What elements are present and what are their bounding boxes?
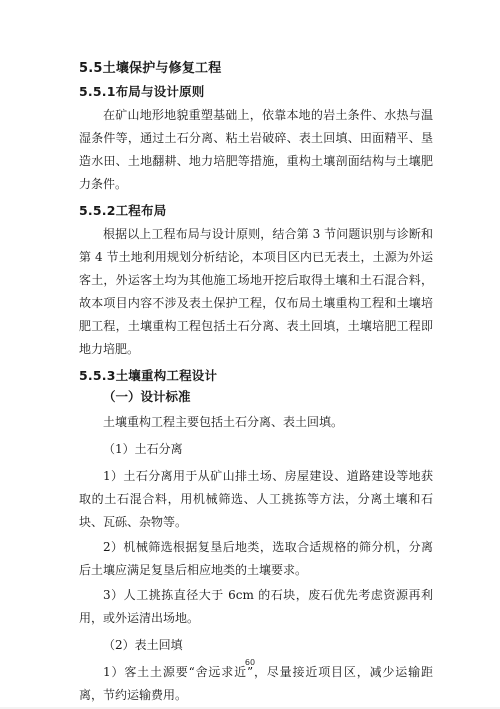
design-standard-heading: （一）设计标准 — [103, 389, 191, 404]
page-content — [79, 60, 433, 709]
section-heading: 5.5土壤保护与修复工程 — [79, 61, 222, 76]
list-item: 3）人工挑拣直径大于 6cm 的石块，废石优先考虑资源再利用，或外运清出场地。 — [79, 588, 433, 625]
subsection-heading-soil-reconstruction: 5.5.3土壤重构工程设计 — [79, 368, 218, 383]
list-item: 1）土石分离用于从矿山排土场、房屋建设、道路建设等地获取的土石混合料，用机械筛选、人工挑拣等方法，分离土壤和石块、瓦砾、杂物等。 — [79, 469, 433, 529]
paragraph-layout-principles: 在矿山地形地貌重塑基础上，依靠本地的岩土条件、水热与温湿条件等，通过土石分离、粘土岩破碎、表土回填、田面精平、垦造水田、土地翻耕、地力培肥等措施，重构土壤剖面结构与土壤肥力条件。 — [79, 108, 433, 191]
item-heading-soil-stone-separation: （1）土石分离 — [103, 442, 183, 456]
subsection-heading-layout-principles: 5.5.1布局与设计原则 — [79, 84, 205, 99]
subsection-heading-engineering-layout: 5.5.2工程布局 — [79, 203, 167, 218]
paragraph-reconstruction-intro: 土壤重构工程主要包括土石分离、表土回填。 — [103, 415, 344, 429]
list-item: 2）机械筛选根据复垦后地类，选取合适规格的筛分机，分离后土壤应满足复垦后相应地类的土壤要求。 — [79, 540, 433, 577]
list-item: 1）客土土源要“舍远求近”，尽量接近项目区，减少运输距离，节约运输费用。 — [79, 665, 433, 702]
paragraph-engineering-layout: 根据以上工程布局与设计原则，结合第 3 节问题识别与诊断和第 4 节土地利用规划分析结论，本项目区内已无表土，土源为外运客土，外运客土均为其他施工场地开挖后取得土壤和土石混合料，故本项目内容不涉及表土保护工程，仅布局土壤重构工程和土壤培肥工程，土壤重构工程包括土石分离、表土回填，土壤培肥工程即地力培肥。 — [79, 227, 433, 356]
item-heading-topsoil-backfill: （2）表土回填 — [103, 638, 183, 652]
page-number: 60 — [244, 658, 256, 667]
